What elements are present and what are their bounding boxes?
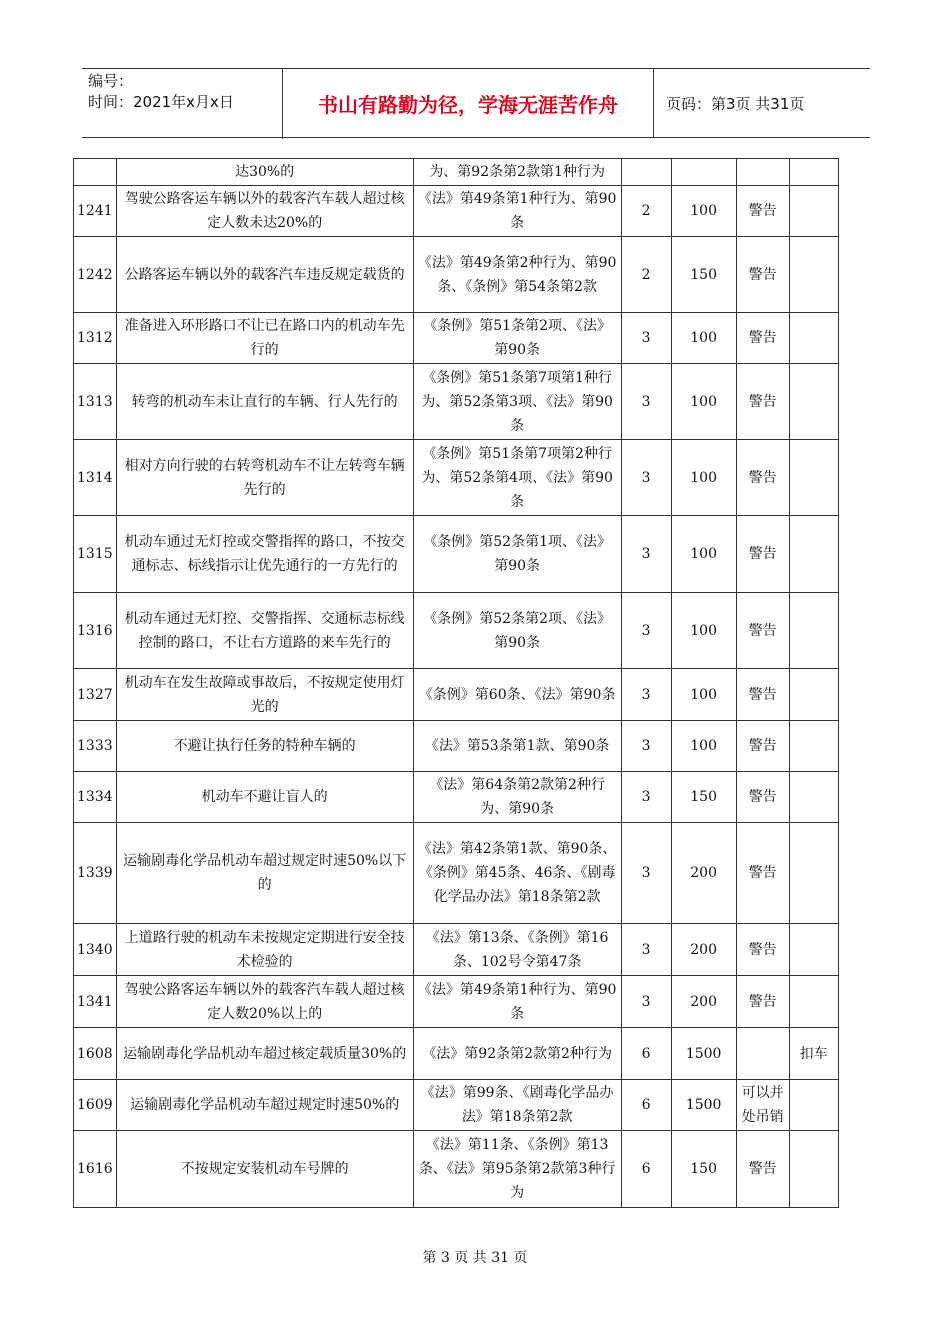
legal-basis: 《条例》第51条第7项第2种行为、第52条第4项、《法》第90条	[413, 440, 621, 516]
violation-code: 1312	[74, 313, 117, 364]
violation-description: 不避让执行任务的特种车辆的	[116, 721, 413, 772]
legal-basis: 《条例》第51条第2项、《法》第90条	[413, 313, 621, 364]
legal-basis: 《法》第49条第2种行为、第90条、《条例》第54条第2款	[413, 237, 621, 313]
legal-basis: 《法》第49条第1种行为、第90条	[413, 976, 621, 1028]
fine-amount: 200	[671, 924, 736, 976]
table-row	[74, 772, 839, 823]
header-meta	[82, 69, 283, 139]
penalty-points: 3	[621, 976, 671, 1028]
extra-measure	[789, 772, 838, 823]
legal-basis: 《法》第49条第1种行为、第90条	[413, 186, 621, 237]
fine-amount: 1500	[671, 1028, 736, 1080]
violation-code: 1333	[74, 721, 117, 772]
penalty-points: 6	[621, 1028, 671, 1080]
legal-basis: 《法》第11条、《条例》第13条、《法》第95条第2款第3种行为	[413, 1131, 621, 1208]
penalty-action: 警告	[736, 313, 789, 364]
extra-measure	[789, 1080, 838, 1131]
penalty-points: 3	[621, 516, 671, 593]
penalty-points: 6	[621, 1080, 671, 1131]
violation-description: 机动车在发生故障或事故后，不按规定使用灯光的	[116, 669, 413, 721]
violation-description: 上道路行驶的机动车未按规定定期进行安全技术检验的	[116, 924, 413, 976]
violation-description: 驾驶公路客运车辆以外的载客汽车载人超过核定人数未达20%的	[116, 186, 413, 237]
violation-description: 转弯的机动车未让直行的车辆、行人先行的	[116, 364, 413, 440]
violation-code: 1334	[74, 772, 117, 823]
table-row	[74, 313, 839, 364]
table-row	[74, 237, 839, 313]
violation-code: 1314	[74, 440, 117, 516]
penalty-action: 警告	[736, 669, 789, 721]
header-motto: 书山有路勤为径，学海无涯苦作舟	[283, 69, 654, 137]
penalty-action: 警告	[736, 237, 789, 313]
table-row	[74, 823, 839, 924]
violation-code: 1616	[74, 1131, 117, 1208]
table-row	[74, 721, 839, 772]
penalty-action: 警告	[736, 186, 789, 237]
violation-description: 机动车通过无灯控、交警指挥、交通标志标线控制的路口，不让右方道路的来车先行的	[116, 593, 413, 669]
extra-measure	[789, 1131, 838, 1208]
penalty-points: 3	[621, 593, 671, 669]
legal-basis: 《条例》第52条第2项、《法》第90条	[413, 593, 621, 669]
fine-amount: 200	[671, 823, 736, 924]
legal-basis: 为、第92条第2款第1种行为	[413, 159, 621, 186]
penalty-action	[736, 159, 789, 186]
fine-amount: 100	[671, 516, 736, 593]
table-row	[74, 440, 839, 516]
table-row	[74, 516, 839, 593]
fine-amount: 200	[671, 976, 736, 1028]
legal-basis: 《法》第13条、《条例》第16条、102号令第47条	[413, 924, 621, 976]
legal-basis: 《法》第92条第2款第2种行为	[413, 1028, 621, 1080]
legal-basis: 《法》第42条第1款、第90条、《条例》第45条、46条、《剧毒化学品办法》第18条第2款	[413, 823, 621, 924]
penalty-points: 3	[621, 823, 671, 924]
violation-description: 运输剧毒化学品机动车超过规定时速50%的	[116, 1080, 413, 1131]
table-row	[74, 976, 839, 1028]
extra-measure	[789, 186, 838, 237]
penalty-points: 3	[621, 772, 671, 823]
fine-amount: 100	[671, 440, 736, 516]
legal-basis: 《法》第99条、《剧毒化学品办法》第18条第2款	[413, 1080, 621, 1131]
violation-description: 机动车不避让盲人的	[116, 772, 413, 823]
violation-code: 1608	[74, 1028, 117, 1080]
extra-measure	[789, 669, 838, 721]
table-row	[74, 364, 839, 440]
legal-basis: 《条例》第52条第1项、《法》第90条	[413, 516, 621, 593]
fine-amount: 100	[671, 364, 736, 440]
fine-amount: 1500	[671, 1080, 736, 1131]
violation-code: 1341	[74, 976, 117, 1028]
violation-code: 1313	[74, 364, 117, 440]
violation-description: 公路客运车辆以外的载客汽车违反规定载货的	[116, 237, 413, 313]
violation-table-body	[74, 159, 839, 1208]
penalty-action: 警告	[736, 721, 789, 772]
penalty-points: 3	[621, 364, 671, 440]
extra-measure	[789, 313, 838, 364]
extra-measure	[789, 976, 838, 1028]
penalty-action: 警告	[736, 924, 789, 976]
penalty-action: 警告	[736, 516, 789, 593]
fine-amount	[671, 159, 736, 186]
penalty-points: 3	[621, 669, 671, 721]
extra-measure	[789, 593, 838, 669]
fine-amount: 100	[671, 593, 736, 669]
violation-description: 不按规定安装机动车号牌的	[116, 1131, 413, 1208]
extra-measure: 扣车	[789, 1028, 838, 1080]
violation-description: 运输剧毒化学品机动车超过规定时速50%以下的	[116, 823, 413, 924]
violation-code: 1340	[74, 924, 117, 976]
penalty-action: 警告	[736, 364, 789, 440]
violation-description: 相对方向行驶的右转弯机动车不让左转弯车辆先行的	[116, 440, 413, 516]
extra-measure	[789, 516, 838, 593]
table-row	[74, 1131, 839, 1208]
violation-description: 驾驶公路客运车辆以外的载客汽车载人超过核定人数20%以上的	[116, 976, 413, 1028]
legal-basis: 《条例》第60条、《法》第90条	[413, 669, 621, 721]
penalty-points: 6	[621, 1131, 671, 1208]
table-row	[74, 593, 839, 669]
violation-code: 1327	[74, 669, 117, 721]
legal-basis: 《法》第64条第2款第2种行为、第90条	[413, 772, 621, 823]
document-time-label: 时间：2021年x月x日	[88, 93, 234, 111]
table-row	[74, 924, 839, 976]
fine-amount: 100	[671, 721, 736, 772]
penalty-action: 警告	[736, 440, 789, 516]
extra-measure	[789, 440, 838, 516]
penalty-points: 3	[621, 440, 671, 516]
penalty-action: 警告	[736, 772, 789, 823]
violation-code: 1609	[74, 1080, 117, 1131]
extra-measure	[789, 364, 838, 440]
violation-description: 准备进入环形路口不让已在路口内的机动车先行的	[116, 313, 413, 364]
header-page-label: 页码：第3页 共31页	[666, 94, 805, 113]
violation-code: 1315	[74, 516, 117, 593]
penalty-points: 2	[621, 186, 671, 237]
penalty-action	[736, 1028, 789, 1080]
legal-basis: 《法》第53条第1款、第90条	[413, 721, 621, 772]
document-number-label: 编号：	[88, 72, 134, 90]
penalty-points: 3	[621, 721, 671, 772]
legal-basis: 《条例》第51条第7项第1种行为、第52条第3项、《法》第90条	[413, 364, 621, 440]
violation-description: 运输剧毒化学品机动车超过核定载质量30%的	[116, 1028, 413, 1080]
violation-code: 1242	[74, 237, 117, 313]
violation-code: 1339	[74, 823, 117, 924]
fine-amount: 150	[671, 772, 736, 823]
penalty-action: 警告	[736, 1131, 789, 1208]
penalty-points: 3	[621, 924, 671, 976]
extra-measure	[789, 823, 838, 924]
violation-code	[74, 159, 117, 186]
extra-measure	[789, 237, 838, 313]
violation-code: 1316	[74, 593, 117, 669]
extra-measure	[789, 159, 838, 186]
fine-amount: 100	[671, 669, 736, 721]
violation-table	[73, 158, 839, 1208]
penalty-points	[621, 159, 671, 186]
extra-measure	[789, 924, 838, 976]
table-row	[74, 1028, 839, 1080]
table-row	[74, 186, 839, 237]
penalty-action: 警告	[736, 823, 789, 924]
violation-description: 达30%的	[116, 159, 413, 186]
table-row	[74, 159, 839, 186]
fine-amount: 100	[671, 313, 736, 364]
page-header	[82, 68, 870, 138]
table-row	[74, 669, 839, 721]
penalty-action: 警告	[736, 976, 789, 1028]
penalty-action: 警告	[736, 593, 789, 669]
fine-amount: 100	[671, 186, 736, 237]
violation-code: 1241	[74, 186, 117, 237]
fine-amount: 150	[671, 1131, 736, 1208]
table-row	[74, 1080, 839, 1131]
penalty-points: 2	[621, 237, 671, 313]
fine-amount: 150	[671, 237, 736, 313]
penalty-action: 可以并处吊销	[736, 1080, 789, 1131]
page-footer: 第 3 页 共 31 页	[422, 1250, 528, 1266]
violation-description: 机动车通过无灯控或交警指挥的路口，不按交通标志、标线指示让优先通行的一方先行的	[116, 516, 413, 593]
extra-measure	[789, 721, 838, 772]
penalty-points: 3	[621, 313, 671, 364]
